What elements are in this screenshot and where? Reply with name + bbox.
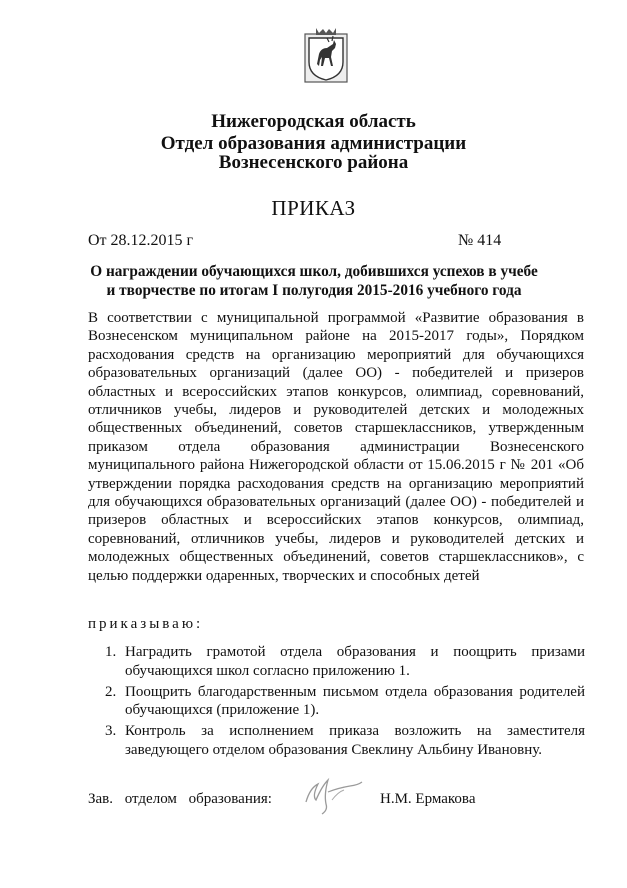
list-item-number: 1. — [105, 644, 117, 660]
order-number: № 414 — [458, 232, 502, 249]
handwritten-signature-icon — [298, 770, 366, 818]
district-name: Вознесенского района — [218, 152, 409, 173]
list-item — [105, 683, 585, 721]
coat-of-arms-icon — [299, 24, 353, 86]
region-name: Нижегородская область — [211, 111, 416, 132]
department-name: Отдел образования администрации — [160, 133, 467, 154]
list-item-text: Контроль за исполнением приказа возложить на заместителя заведующего отделом образования Свеклину Альбину Ивановну. — [125, 723, 585, 758]
document-title: ПРИКАЗ — [271, 196, 356, 220]
list-item — [105, 722, 585, 760]
order-items-list — [105, 643, 585, 762]
order-date: От 28.12.2015 г — [88, 232, 194, 249]
list-item-text: Поощрить благодарственным письмом отдела образования родителей обучающихся (приложение 1). — [125, 683, 585, 719]
signer-position: Зав. отделом образования: — [88, 791, 272, 807]
signer-name: Н.М. Ермакова — [380, 791, 476, 807]
preamble-paragraph: В соответствии с муниципальной программой «Развитие образования в Вознесенском муниципальном районе на 2015-2017 годы», Порядком расходования средств на организацию мероприятий для обучающихся образовательных организаций (далее ОО) - победителей и призеров областных и всероссийских этапов конкурсов, олимпиад, соревнований, отличников учебы, лидеров и руководителей детских и молодежных общественных объединений, советов старшеклассников, утвержденным приказом отдела образования администрации Вознесенского муниципального района Нижегородской области от 15.06.2015 г № 201 «Об утверждении порядка расходования средств на организацию мероприятий для обучающихся образовательных организаций (далее ОО) - победителей и призеров областных и всероссийских этапов конкурсов, олимпиад, соревнований, отличников учебы, лидеров и руководителей детских и молодежных общественных объединений, советов старшеклассников», с целью поддержки одаренных, творческих и способных детей — [88, 310, 584, 584]
list-item — [105, 643, 585, 681]
order-directive: приказываю: — [88, 616, 204, 632]
list-item-number: 3. — [105, 723, 117, 740]
order-subject: О награждении обучающихся школ, добившихся успехов в учебе и творчестве по итогам I полугодия 2015-2016 учебного года — [90, 263, 538, 299]
list-item-number: 2. — [105, 683, 117, 700]
list-item-text: Наградить грамотой отдела образования и поощрить призами обучающихся школ согласно приложению 1. — [125, 644, 585, 679]
